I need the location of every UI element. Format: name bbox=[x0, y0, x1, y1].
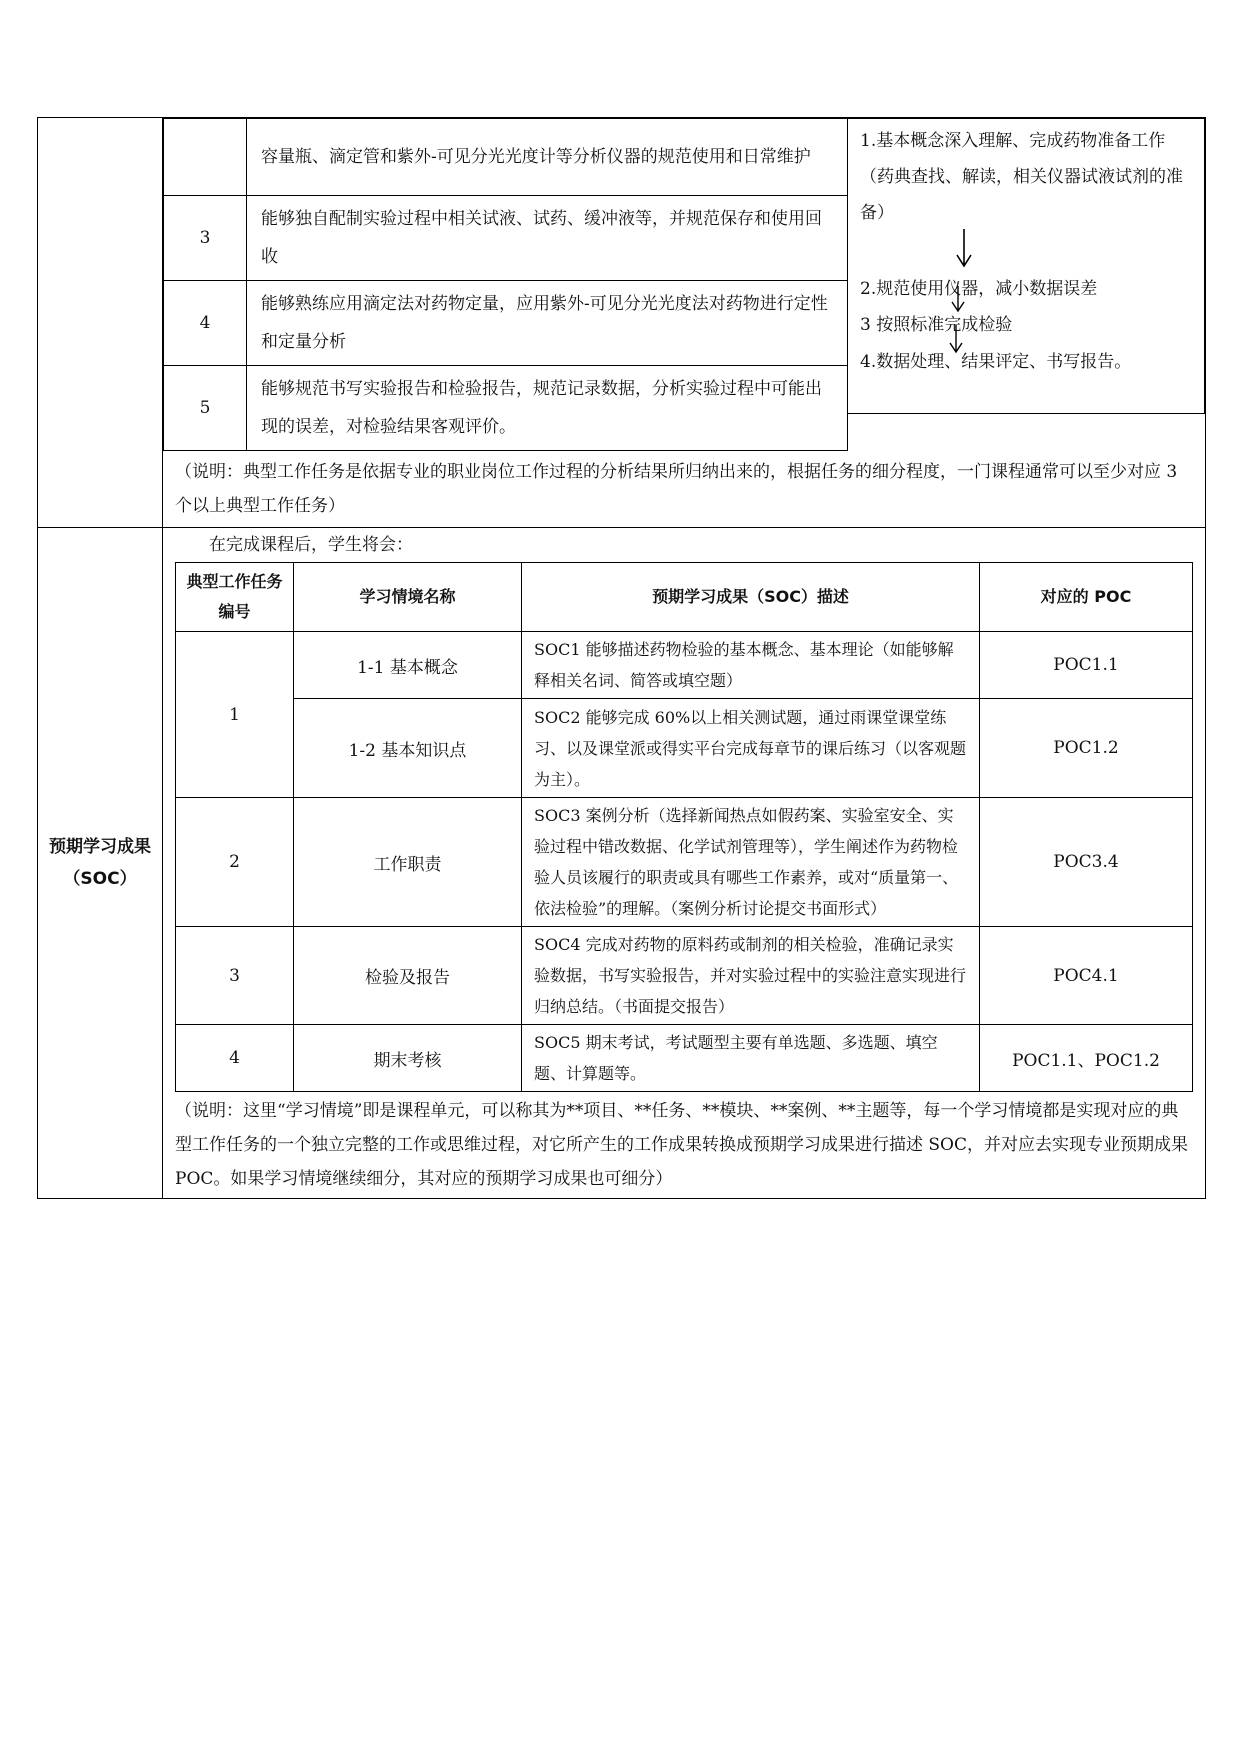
task-number: 3 bbox=[164, 196, 247, 281]
task-text: 能够规范书写实验报告和检验报告，规范记录数据，分析实验过程中可能出现的误差，对检验结果客观评价。 bbox=[247, 366, 848, 451]
soc-section-label: 预期学习成果（SOC） bbox=[49, 837, 151, 889]
work-task-label-cell bbox=[38, 118, 163, 527]
task-row bbox=[164, 119, 848, 196]
soc-section bbox=[38, 527, 1205, 1198]
task-text: 容量瓶、滴定管和紫外-可见分光光度计等分析仪器的规范使用和日常维护 bbox=[247, 119, 848, 196]
soc-context: 工作职责 bbox=[294, 798, 522, 927]
soc-context: 1-2 基本知识点 bbox=[294, 699, 522, 798]
soc-row bbox=[176, 798, 1193, 927]
task-text: 能够独自配制实验过程中相关试液、试药、缓冲液等，并规范保存和使用回收 bbox=[247, 196, 848, 281]
soc-note: （说明：这里“学习情境”即是课程单元，可以称其为**项目、**任务、**模块、**案例、**主题等，每一个学习情境都是实现对应的典型工作任务的一个独立完整的工作或思维过程，对它所产生的工作成果转换成预期学习成果进行描述 SOC，并对应去实现专业预期成果 POC。如果学习情境继续细分，其对应的预期学习成果也可细分） bbox=[175, 1101, 1188, 1189]
soc-task-no: 4 bbox=[176, 1025, 294, 1092]
header-poc: 对应的 POC bbox=[980, 563, 1193, 632]
task-text: 能够熟练应用滴定法对药物定量，应用紫外-可见分光光度法对药物进行定性和定量分析 bbox=[247, 281, 848, 366]
soc-poc: POC1.2 bbox=[980, 699, 1193, 798]
soc-row bbox=[176, 632, 1193, 699]
header-desc: 预期学习成果（SOC）描述 bbox=[522, 563, 980, 632]
down-arrow-icon bbox=[954, 227, 974, 269]
soc-row bbox=[176, 699, 1193, 798]
soc-poc: POC4.1 bbox=[980, 927, 1193, 1025]
soc-table bbox=[175, 562, 1193, 1092]
workflow-step-2: 2.规范使用仪器，减小数据误差 bbox=[860, 279, 1098, 299]
soc-desc: SOC3 案例分析（选择新闻热点如假药案、实验室安全、实验过程中错改数据、化学试剂管理等），学生阐述作为药物检验人员该履行的职责或具有哪些工作素养，或对“质量第一、依法检验”的理解。（案例分析讨论提交书面形式） bbox=[522, 798, 980, 927]
soc-poc: POC3.4 bbox=[980, 798, 1193, 927]
soc-intro: 在完成课程后，学生将会： bbox=[209, 535, 413, 555]
task-row bbox=[164, 196, 848, 281]
workflow-step-3: 3 按照标准完成检验 bbox=[860, 315, 1013, 335]
soc-header-row bbox=[176, 563, 1193, 632]
soc-poc: POC1.1、POC1.2 bbox=[980, 1025, 1193, 1092]
task-number: 5 bbox=[164, 366, 247, 451]
soc-context: 检验及报告 bbox=[294, 927, 522, 1025]
workflow-step-4: 4.数据处理、结果评定、书写报告。 bbox=[860, 352, 1132, 372]
soc-task-no: 1 bbox=[176, 632, 294, 798]
soc-row bbox=[176, 1025, 1193, 1092]
work-task-section bbox=[38, 118, 1205, 527]
soc-desc: SOC2 能够完成 60%以上相关测试题，通过雨课堂课堂练习、以及课堂派或得实平台完成每章节的课后练习（以客观题为主）。 bbox=[522, 699, 980, 798]
soc-poc: POC1.1 bbox=[980, 632, 1193, 699]
work-task-table bbox=[163, 118, 848, 451]
workflow-step-1: 1.基本概念深入理解、完成药物准备工作（药典查找、解读，相关仪器试液试剂的准备） bbox=[860, 131, 1183, 223]
task-number: 4 bbox=[164, 281, 247, 366]
soc-task-no: 2 bbox=[176, 798, 294, 927]
soc-desc: SOC1 能够描述药物检验的基本概念、基本理论（如能够解释相关名词、简答或填空题） bbox=[522, 632, 980, 699]
soc-task-no: 3 bbox=[176, 927, 294, 1025]
soc-row bbox=[176, 927, 1193, 1025]
soc-desc: SOC5 期末考试，考试题型主要有单选题、多选题、填空题、计算题等。 bbox=[522, 1025, 980, 1092]
main-table bbox=[37, 117, 1206, 1199]
header-context: 学习情境名称 bbox=[294, 563, 522, 632]
soc-desc: SOC4 完成对药物的原料药或制剂的相关检验，准确记录实验数据，书写实验报告，并对实验过程中的实验注意实现进行归纳总结。（书面提交报告） bbox=[522, 927, 980, 1025]
task-row bbox=[164, 281, 848, 366]
task-row bbox=[164, 366, 848, 451]
header-task-no: 典型工作任务编号 bbox=[176, 563, 294, 632]
soc-context: 1-1 基本概念 bbox=[294, 632, 522, 699]
task-number bbox=[164, 119, 247, 196]
workflow-cell bbox=[848, 118, 1205, 414]
work-task-note: （说明：典型工作任务是依据专业的职业岗位工作过程的分析结果所归纳出来的，根据任务的细分程度，一门课程通常可以至少对应 3 个以上典型工作任务） bbox=[175, 462, 1178, 516]
soc-context: 期末考核 bbox=[294, 1025, 522, 1092]
soc-label-cell bbox=[38, 528, 163, 1198]
